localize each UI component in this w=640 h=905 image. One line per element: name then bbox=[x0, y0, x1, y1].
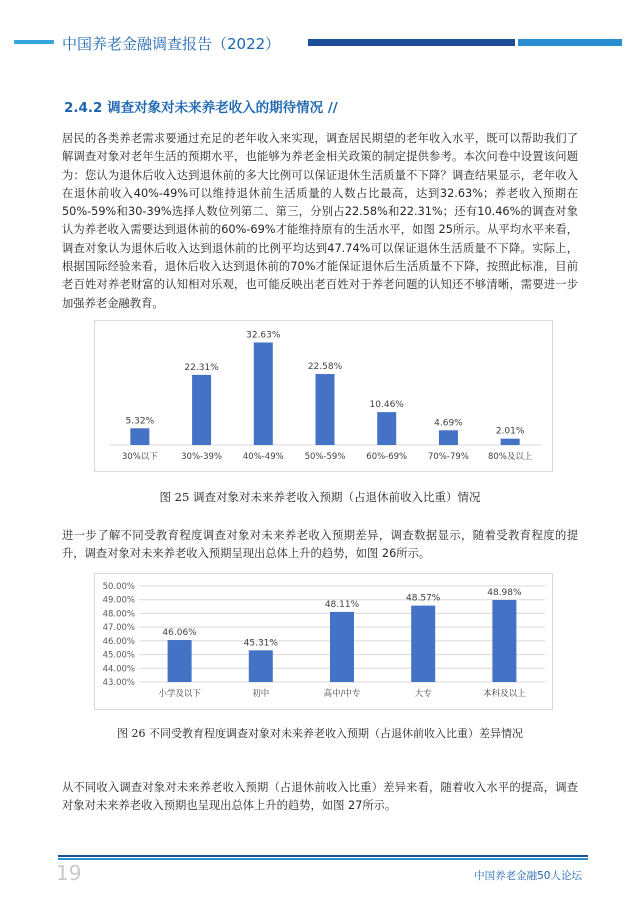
fig26-data-label: 46.06% bbox=[162, 628, 197, 639]
fig25-category-label: 50%-59% bbox=[304, 452, 346, 462]
figure-25-svg bbox=[95, 321, 552, 471]
fig25-data-label: 22.58% bbox=[307, 362, 343, 373]
footer-divider-light bbox=[58, 858, 588, 860]
fig26-y-tick-label: 45.00% bbox=[102, 650, 135, 661]
fig26-y-tick-label: 46.00% bbox=[102, 636, 135, 647]
fig26-category-label: 大专 bbox=[414, 689, 432, 699]
fig26-data-label: 48.11% bbox=[324, 599, 360, 610]
page-number: 19 bbox=[56, 861, 82, 885]
body-paragraph-1: 居民的各类养老需求要通过充足的老年收入来实现，调查居民期望的老年收入水平，既可以帮助我们了解调查对象对老年生活的预期水平，也能够为养老金相关政策的制定提供参考。本次问卷中设置该问题为：您认为退休后收入达到退休前的多大比例可以保证退休生活质量不下降？调查结果显示，老年收入在退休前收入40%-49%可以维持退休前生活质量的人数占比最高，达到32.63%；养老收入预期在50%-59%和30-39%选择人数位列第二、第三，分别占22.58%和22.31%；还有10.46%的调查对象认为养老收入需要达到退休前的60%-69%才能维持原有的生活水平，如图 25所示。从平均水平来看，调查对象认为退休后收入达到退休前的比例平均达到47.74%可以保证退休生活质量不下降。实际上，根据国际经验来看，退休后收入达到退休前的70%才能保证退休后生活质量不下降，按照此标准，目前老百姓对养老财富的认知相对乐观，也可能反映出老百姓对于养老问题的认知还不够清晰，需要进一步加强养老金融教育。 bbox=[62, 132, 578, 310]
fig26-category-label: 小学及以下 bbox=[158, 689, 201, 699]
footer-organization: 中国养老金融50人论坛 bbox=[474, 870, 582, 882]
fig25-data-label: 2.01% bbox=[495, 426, 525, 437]
header-accent-bar-blue bbox=[518, 39, 622, 46]
fig25-data-label: 4.69% bbox=[434, 418, 463, 429]
fig25-category-label: 40%-49% bbox=[242, 452, 284, 462]
fig26-category-label: 初中 bbox=[252, 689, 270, 699]
body-paragraph-2: 进一步了解不同受教育程度调查对象对未来养老收入预期差异，调查数据显示，随着受教育程度的提升，调查对象对未来养老收入预期呈现出总体上升的趋势，如图 26所示。 bbox=[62, 529, 578, 561]
fig26-bar bbox=[249, 650, 273, 682]
fig26-category-label: 高中/中专 bbox=[323, 689, 361, 699]
fig25-bar bbox=[501, 439, 520, 445]
fig25-data-label: 22.31% bbox=[184, 362, 219, 373]
fig25-bar bbox=[254, 342, 273, 445]
fig26-y-tick-label: 49.00% bbox=[102, 595, 135, 606]
fig25-data-label: 10.46% bbox=[369, 400, 404, 411]
fig25-data-label: 32.63% bbox=[246, 330, 281, 341]
fig26-bar bbox=[168, 640, 192, 682]
fig25-bar bbox=[377, 412, 396, 445]
fig25-bar bbox=[192, 375, 211, 445]
fig26-y-tick-label: 44.00% bbox=[102, 664, 135, 675]
header-accent-bar bbox=[14, 40, 54, 44]
fig25-category-label: 80%及以上 bbox=[487, 452, 533, 462]
figure-25-chart bbox=[94, 320, 553, 472]
fig26-y-tick-label: 48.00% bbox=[102, 609, 135, 620]
fig25-category-label: 30%-39% bbox=[181, 452, 223, 462]
section-title: 2.4.2 调查对象对未来养老收入的期待情况 // bbox=[64, 100, 338, 116]
fig25-bar bbox=[439, 430, 458, 445]
fig25-bar bbox=[316, 374, 335, 445]
figure-26-chart bbox=[94, 573, 553, 710]
report-header-title: 中国养老金融调查报告（2022） bbox=[62, 35, 281, 53]
fig26-data-label: 48.57% bbox=[406, 593, 441, 604]
figure-26-caption: 图 26 不同受教育程度调查对象对未来养老收入预期（占退休前收入比重）差异情况 bbox=[117, 727, 523, 740]
fig26-y-tick-label: 47.00% bbox=[102, 623, 135, 634]
fig25-category-label: 60%-69% bbox=[366, 452, 408, 462]
body-paragraph-3: 从不同收入调查对象对未来养老收入预期（占退休前收入比重）差异来看，随着收入水平的提高，调查对象对未来养老收入预期也呈现出总体上升的趋势，如图 27所示。 bbox=[62, 781, 578, 813]
footer-divider bbox=[58, 855, 588, 857]
fig26-data-label: 48.98% bbox=[487, 587, 522, 598]
figure-25-caption: 图 25 调查对象对未来养老收入预期（占退休前收入比重）情况 bbox=[159, 490, 481, 504]
fig26-bar bbox=[411, 606, 435, 682]
fig26-bar bbox=[492, 600, 516, 682]
fig26-category-label: 本科及以上 bbox=[483, 689, 526, 699]
fig26-y-tick-label: 43.00% bbox=[102, 678, 135, 688]
header-accent-bar-dark bbox=[308, 39, 515, 46]
fig26-bar bbox=[330, 612, 354, 682]
figure-26-svg bbox=[95, 574, 552, 709]
fig26-y-tick-label: 50.00% bbox=[102, 582, 135, 592]
fig26-data-label: 45.31% bbox=[243, 638, 278, 649]
fig25-data-label: 5.32% bbox=[125, 416, 155, 427]
fig25-category-label: 30%以下 bbox=[121, 452, 158, 462]
fig25-bar bbox=[130, 428, 149, 445]
fig25-category-label: 70%-79% bbox=[427, 452, 469, 462]
